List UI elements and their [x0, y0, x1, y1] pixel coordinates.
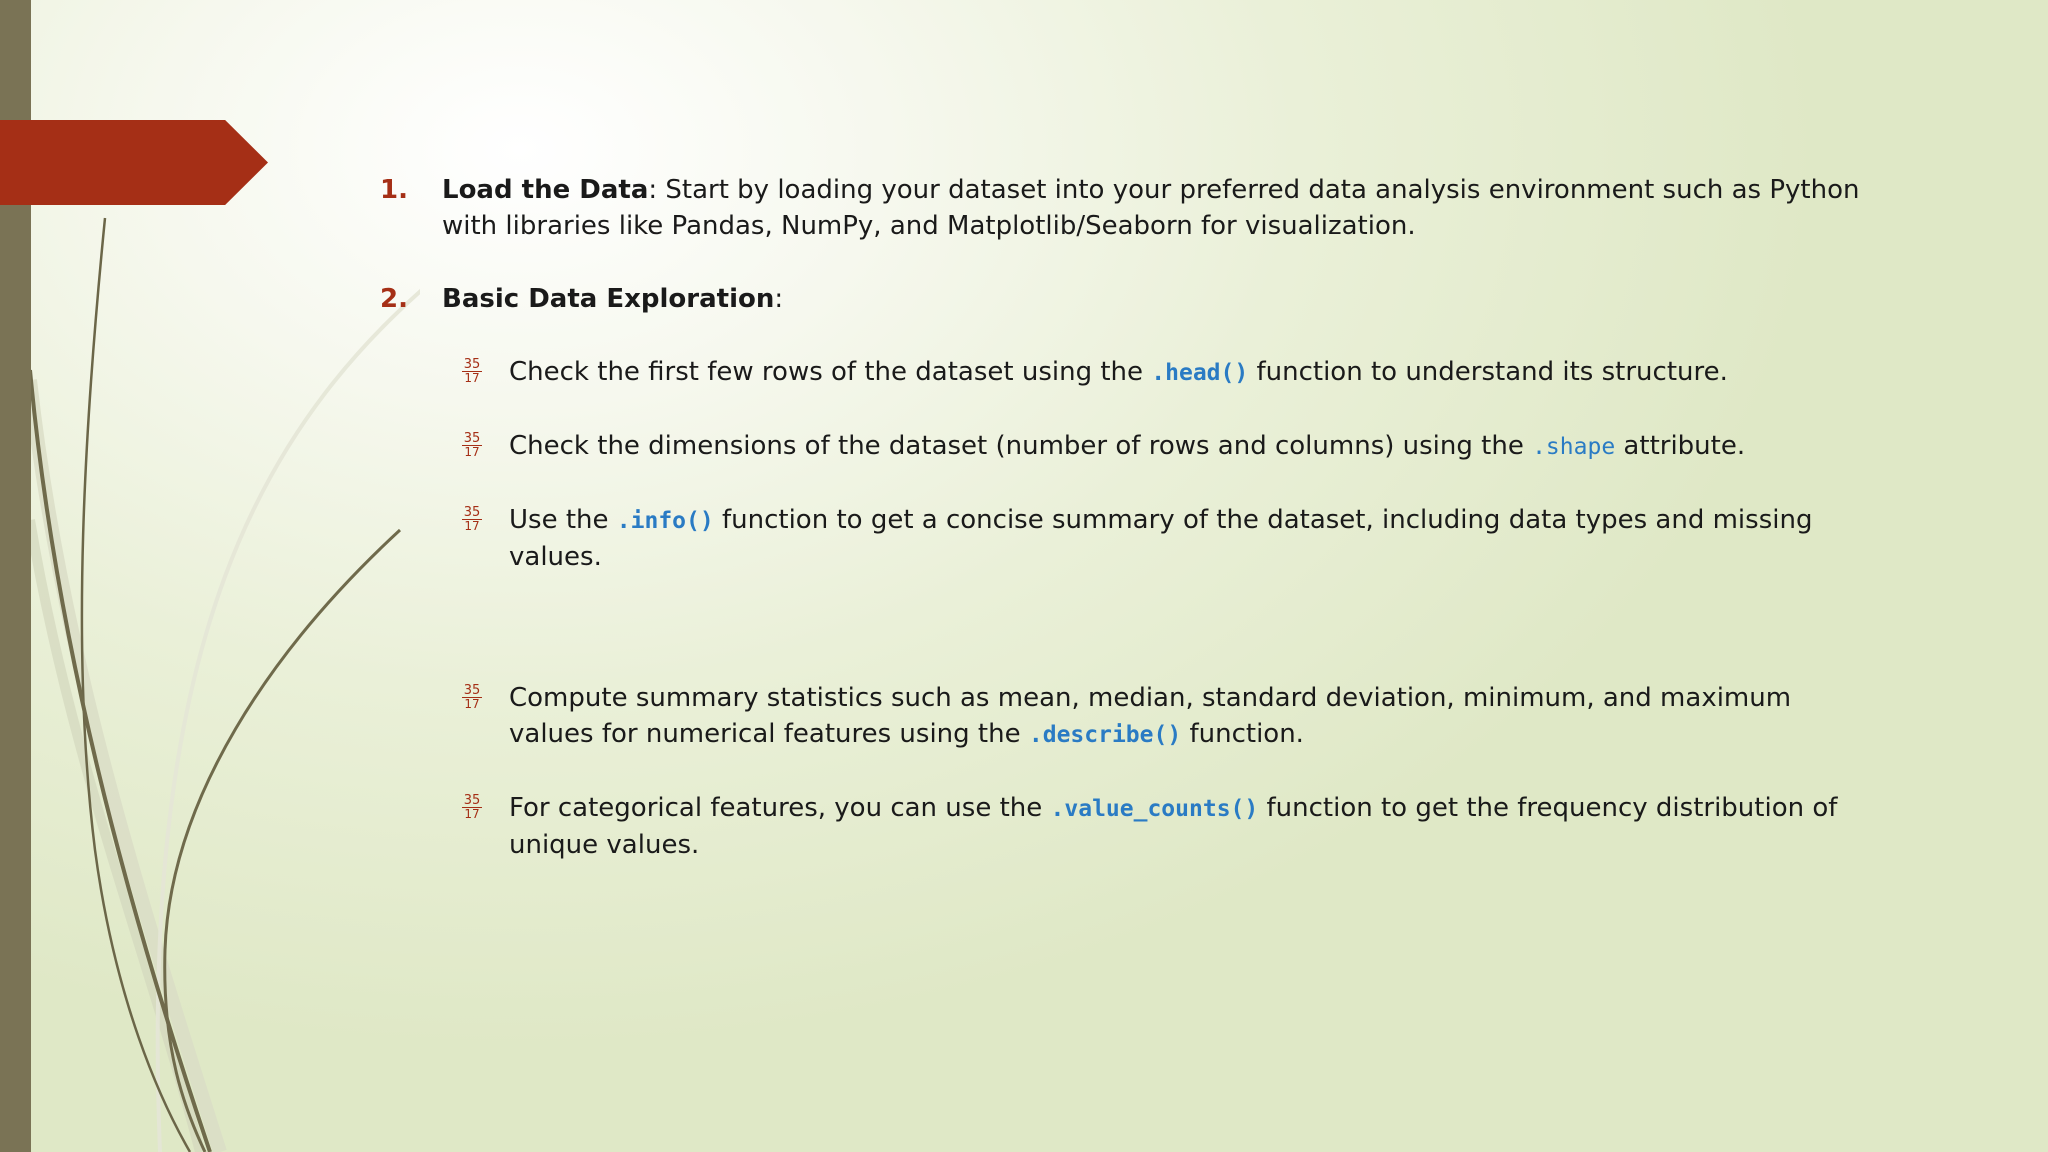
item-title: Basic Data Exploration — [442, 284, 775, 314]
bullet-item-describe — [380, 680, 1880, 753]
code-shape: .shape — [1532, 434, 1616, 460]
bullet-icon: 35 17 — [463, 683, 481, 711]
code-head: .head() — [1151, 360, 1249, 386]
bullet-icon: 35 17 — [463, 793, 481, 821]
bullet-text: function to get the frequency distribution of unique values. — [509, 793, 1838, 860]
code-value-counts: .value_counts() — [1050, 796, 1259, 822]
bullet-icon: 35 17 — [463, 357, 481, 385]
bullet-text: function to get a concise summary of the dataset, including data types and missing values. — [509, 505, 1813, 572]
bullet-item-shape — [380, 428, 1880, 465]
bullet-text: Use the — [509, 505, 617, 535]
bullet-text: Check the first few rows of the dataset using the — [509, 357, 1152, 387]
arrow-tab — [0, 120, 268, 205]
bullet-icon: 35 17 — [463, 505, 481, 533]
code-info: .info() — [616, 508, 714, 534]
code-describe: .describe() — [1028, 722, 1182, 748]
item-title: Load the Data — [442, 175, 649, 205]
bullet-text: function. — [1181, 719, 1304, 749]
bullet-text: Check the dimensions of the dataset (number of rows and columns) using the — [509, 431, 1533, 461]
bullet-item-value-counts — [380, 790, 1880, 863]
numbered-item-load-data — [380, 172, 1880, 244]
slide-content — [380, 172, 1880, 863]
item-text: : Start by loading your dataset into your preferred data analysis environment such as Python with libraries like Pandas, NumPy, and Matplotlib/Seaborn for visualization. — [442, 175, 1860, 241]
bullet-text: function to understand its structure. — [1248, 357, 1728, 387]
bullet-text: attribute. — [1615, 431, 1746, 461]
bullet-text: Compute summary statistics such as mean, median, standard deviation, minimum, and maximum values for numerical features using the — [509, 683, 1792, 749]
bullet-item-info — [380, 502, 1880, 575]
numbered-item-basic-exploration — [380, 281, 1880, 317]
item-number: 2. — [380, 284, 408, 314]
bullet-item-head — [380, 354, 1880, 391]
bullet-text: For categorical features, you can use the — [509, 793, 1051, 823]
bullet-icon: 35 17 — [463, 431, 481, 459]
item-number: 1. — [380, 175, 408, 205]
item-text: : — [774, 284, 784, 314]
